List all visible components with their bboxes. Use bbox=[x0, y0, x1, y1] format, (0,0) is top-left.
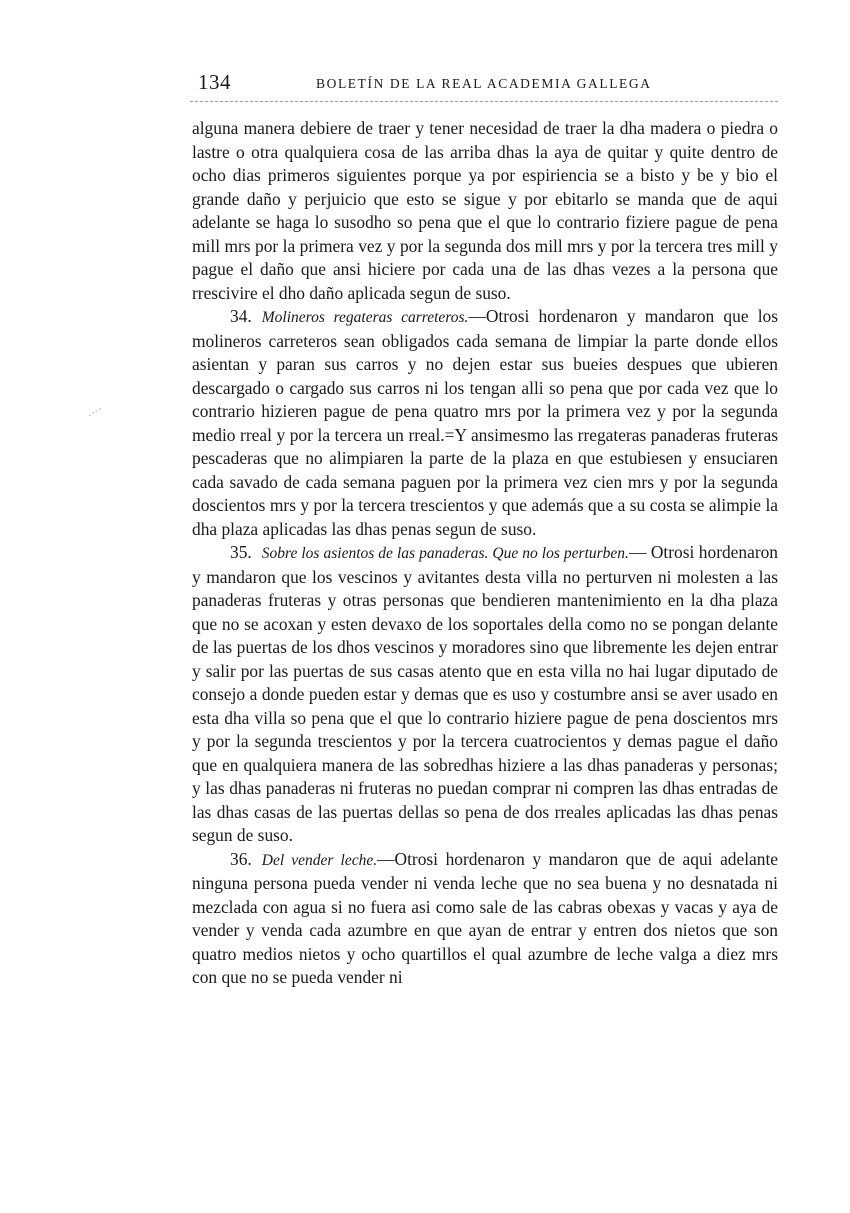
article-35 bbox=[192, 541, 778, 848]
article-text: —Otrosi hordenaron y mandaron que los molineros carreteros sean obligados cada semana de limpiar la parte donde ellos asientan y paran sus carros y no dejen estar sus bueies despues que ubieren descargado o cargado sus carros ni los tengan alli so pena que por cada vez que lo contrario hizieren pague de pena quatro mrs por la primera vez y por la segunda medio rreal y por la tercera un rreal.=Y ansimesmo las rregateras panaderas fruteras pescaderas que no alimpiaren la parte de la plaza en que estubiesen y ensuciaren cada savado de cada semana paguen por la primera vez cien mrs y por la segunda doscientos mrs y por la tercera trescientos y que además que a su costa se alimpie la dha plaza aplicadas las dhas penas segun de suso. bbox=[192, 306, 779, 539]
journal-title: BOLETÍN DE LA REAL ACADEMIA GALLEGA bbox=[316, 76, 652, 91]
article-number: 35. bbox=[230, 542, 252, 562]
page-number: 134 bbox=[198, 70, 231, 94]
paragraph-text: alguna manera debiere de traer y tener necesidad de traer la dha madera o piedra o lastre o otra qualquiera cosa de las arriba dhas la aya de quitar y quite dentro de ocho dias primeros siguientes porque ya por espiriencia se a bisto y be y bio el grande daño y perjuicio que esto se sigue y por ebitarlo se manda que de aqui adelante se haga lo susodho so pena que el que lo contrario fiziere pague de pena mill mrs por la primera vez y por la segunda dos mill mrs y por la tercera tres mill y pague el daño que ansi hiciere por cada una de las dhas vezes a la persona que rrescivire el dho daño aplicada segun de suso. bbox=[192, 118, 778, 303]
article-number: 34. bbox=[230, 306, 252, 326]
article-text: —Otrosi hordenaron y mandaron que de aqui adelante ninguna persona pueda vender ni venda leche que no sea buena y no desnatada ni mezclada con agua si no fuera asi como sale de las cabras obexas y vacas y aya de vender y venda cada azumbre en que ayan de entrar y entren dos nietos que son quatro medios nietos y ocho quartillos el qual azumbre de leche valga a diez mrs con que no se pueda vender ni bbox=[192, 848, 778, 987]
running-head bbox=[198, 70, 778, 94]
article-text: — Otrosi hordenaron y mandaron que los vescinos y avitantes desta villa no perturven ni molesten a las panaderas fruteras y otras personas que bendieren mantenimiento en la dha plaza que no se acoxan y esten devaxo de los soportales della como no se pongan delante de las puertas de los dhos vescinos y moradores sino que libremente les dejen entrar y salir por las puertas de sus casas atento que en esta villa no hai lugar diputado de consejo a donde pueden estar y demas que es uso y costumbre ansi se aver usado en esta dha villa so pena que el que lo contrario hiziere pague de pena doscientos mrs y por la segunda trescientos y por la tercera cuatrocientos y demas pague el daño que en qualquiera manera de las sobredhas hiziere a las dhas panaderas y personas; y las dhas panaderas ni fruteras no puedan comprar ni compren las dhas entradas de las dhas casas de las puertas dellas so pena de dos rreales aplicadas las dhas penas segun de suso. bbox=[192, 542, 778, 845]
article-heading: Sobre los asientos de las panaderas. Que no los perturben. bbox=[261, 545, 629, 562]
margin-speck bbox=[88, 404, 102, 414]
article-heading: Del vender leche. bbox=[261, 851, 378, 869]
paragraph-continuation bbox=[192, 117, 778, 305]
article-heading: Molineros regateras carreteros. bbox=[261, 309, 469, 326]
header-rule bbox=[190, 101, 778, 102]
body-text bbox=[192, 117, 778, 990]
article-number: 36. bbox=[230, 848, 252, 869]
article-34 bbox=[192, 305, 778, 541]
article-36 bbox=[192, 848, 778, 990]
